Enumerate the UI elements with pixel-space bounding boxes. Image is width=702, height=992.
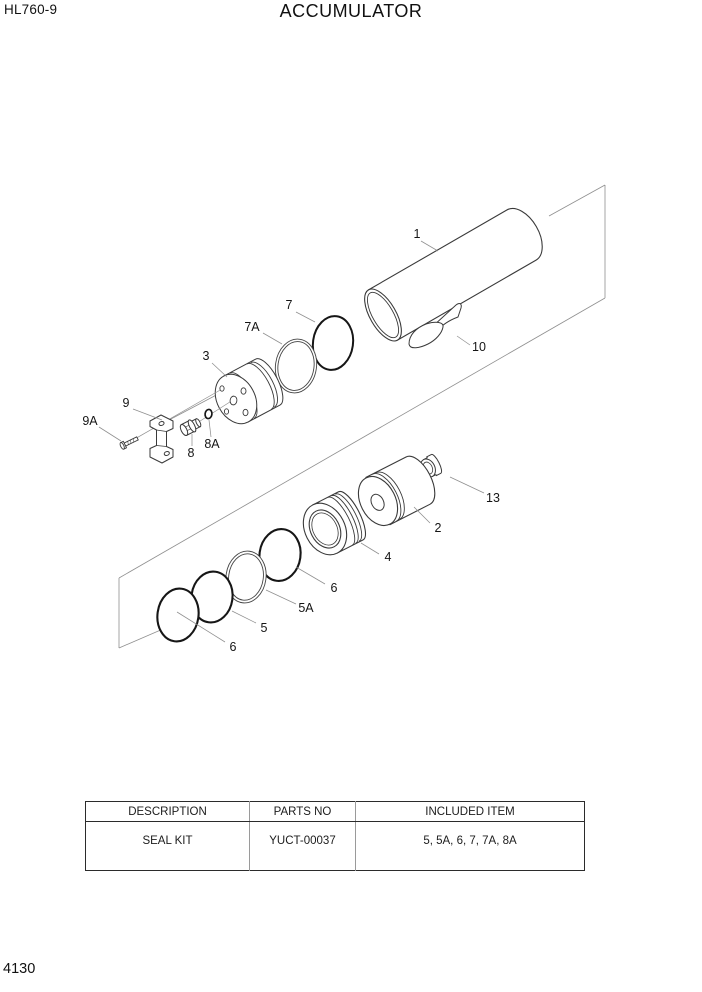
callout-10: 10 [472,340,486,354]
col-header-included-item: INCLUDED ITEM [356,802,585,822]
callout-6: 6 [330,581,338,595]
leader-line-4 [361,543,379,554]
part-8-valve [179,416,203,437]
leader-line-1 [421,241,438,251]
table-header-row [86,802,585,822]
seal-kit-table [85,801,585,871]
callout-13: 13 [486,491,500,505]
model-code: HL760-9 [4,2,58,17]
part-9a-screw [119,435,139,450]
leader-line-8A [209,420,211,437]
leader-line-6 [296,567,325,584]
callout-9A: 9A [82,414,98,428]
callout-5A: 5A [298,601,314,615]
callout-9: 9 [122,396,130,410]
leader-line-7A [263,333,282,344]
callout-7: 7 [285,298,293,312]
col-header-parts-no: PARTS NO [250,802,356,822]
callout-8: 8 [187,446,195,460]
table-row [86,822,585,871]
page-title: ACCUMULATOR [279,1,423,21]
part-1-shell [357,201,551,346]
callout-6: 6 [229,640,237,654]
part-9-bracket [150,415,173,463]
callout-7A: 7A [244,320,260,334]
leader-line-13 [450,477,484,493]
cell-parts-no: YUCT-00037 [250,822,356,871]
cell-included-item: 5, 5A, 6, 7, 7A, 8A [356,822,585,871]
callout-4: 4 [384,550,392,564]
callout-2: 2 [434,521,442,535]
leader-line-9 [133,409,162,420]
leader-line-10 [457,336,470,345]
leader-line-5 [232,611,256,623]
page-number: 4130 [3,961,36,977]
col-header-description: DESCRIPTION [86,802,250,822]
leader-line-5A [266,590,296,604]
callout-3: 3 [202,349,210,363]
callout-8A: 8A [204,437,220,451]
callout-5: 5 [260,621,268,635]
callout-1: 1 [413,227,421,241]
leader-line-9A [99,427,121,441]
leader-line-3 [212,363,227,377]
cell-description: SEAL KIT [142,835,193,847]
part-8a-oring [204,409,212,419]
leader-line-2 [414,507,430,523]
leader-line-7 [296,312,315,322]
